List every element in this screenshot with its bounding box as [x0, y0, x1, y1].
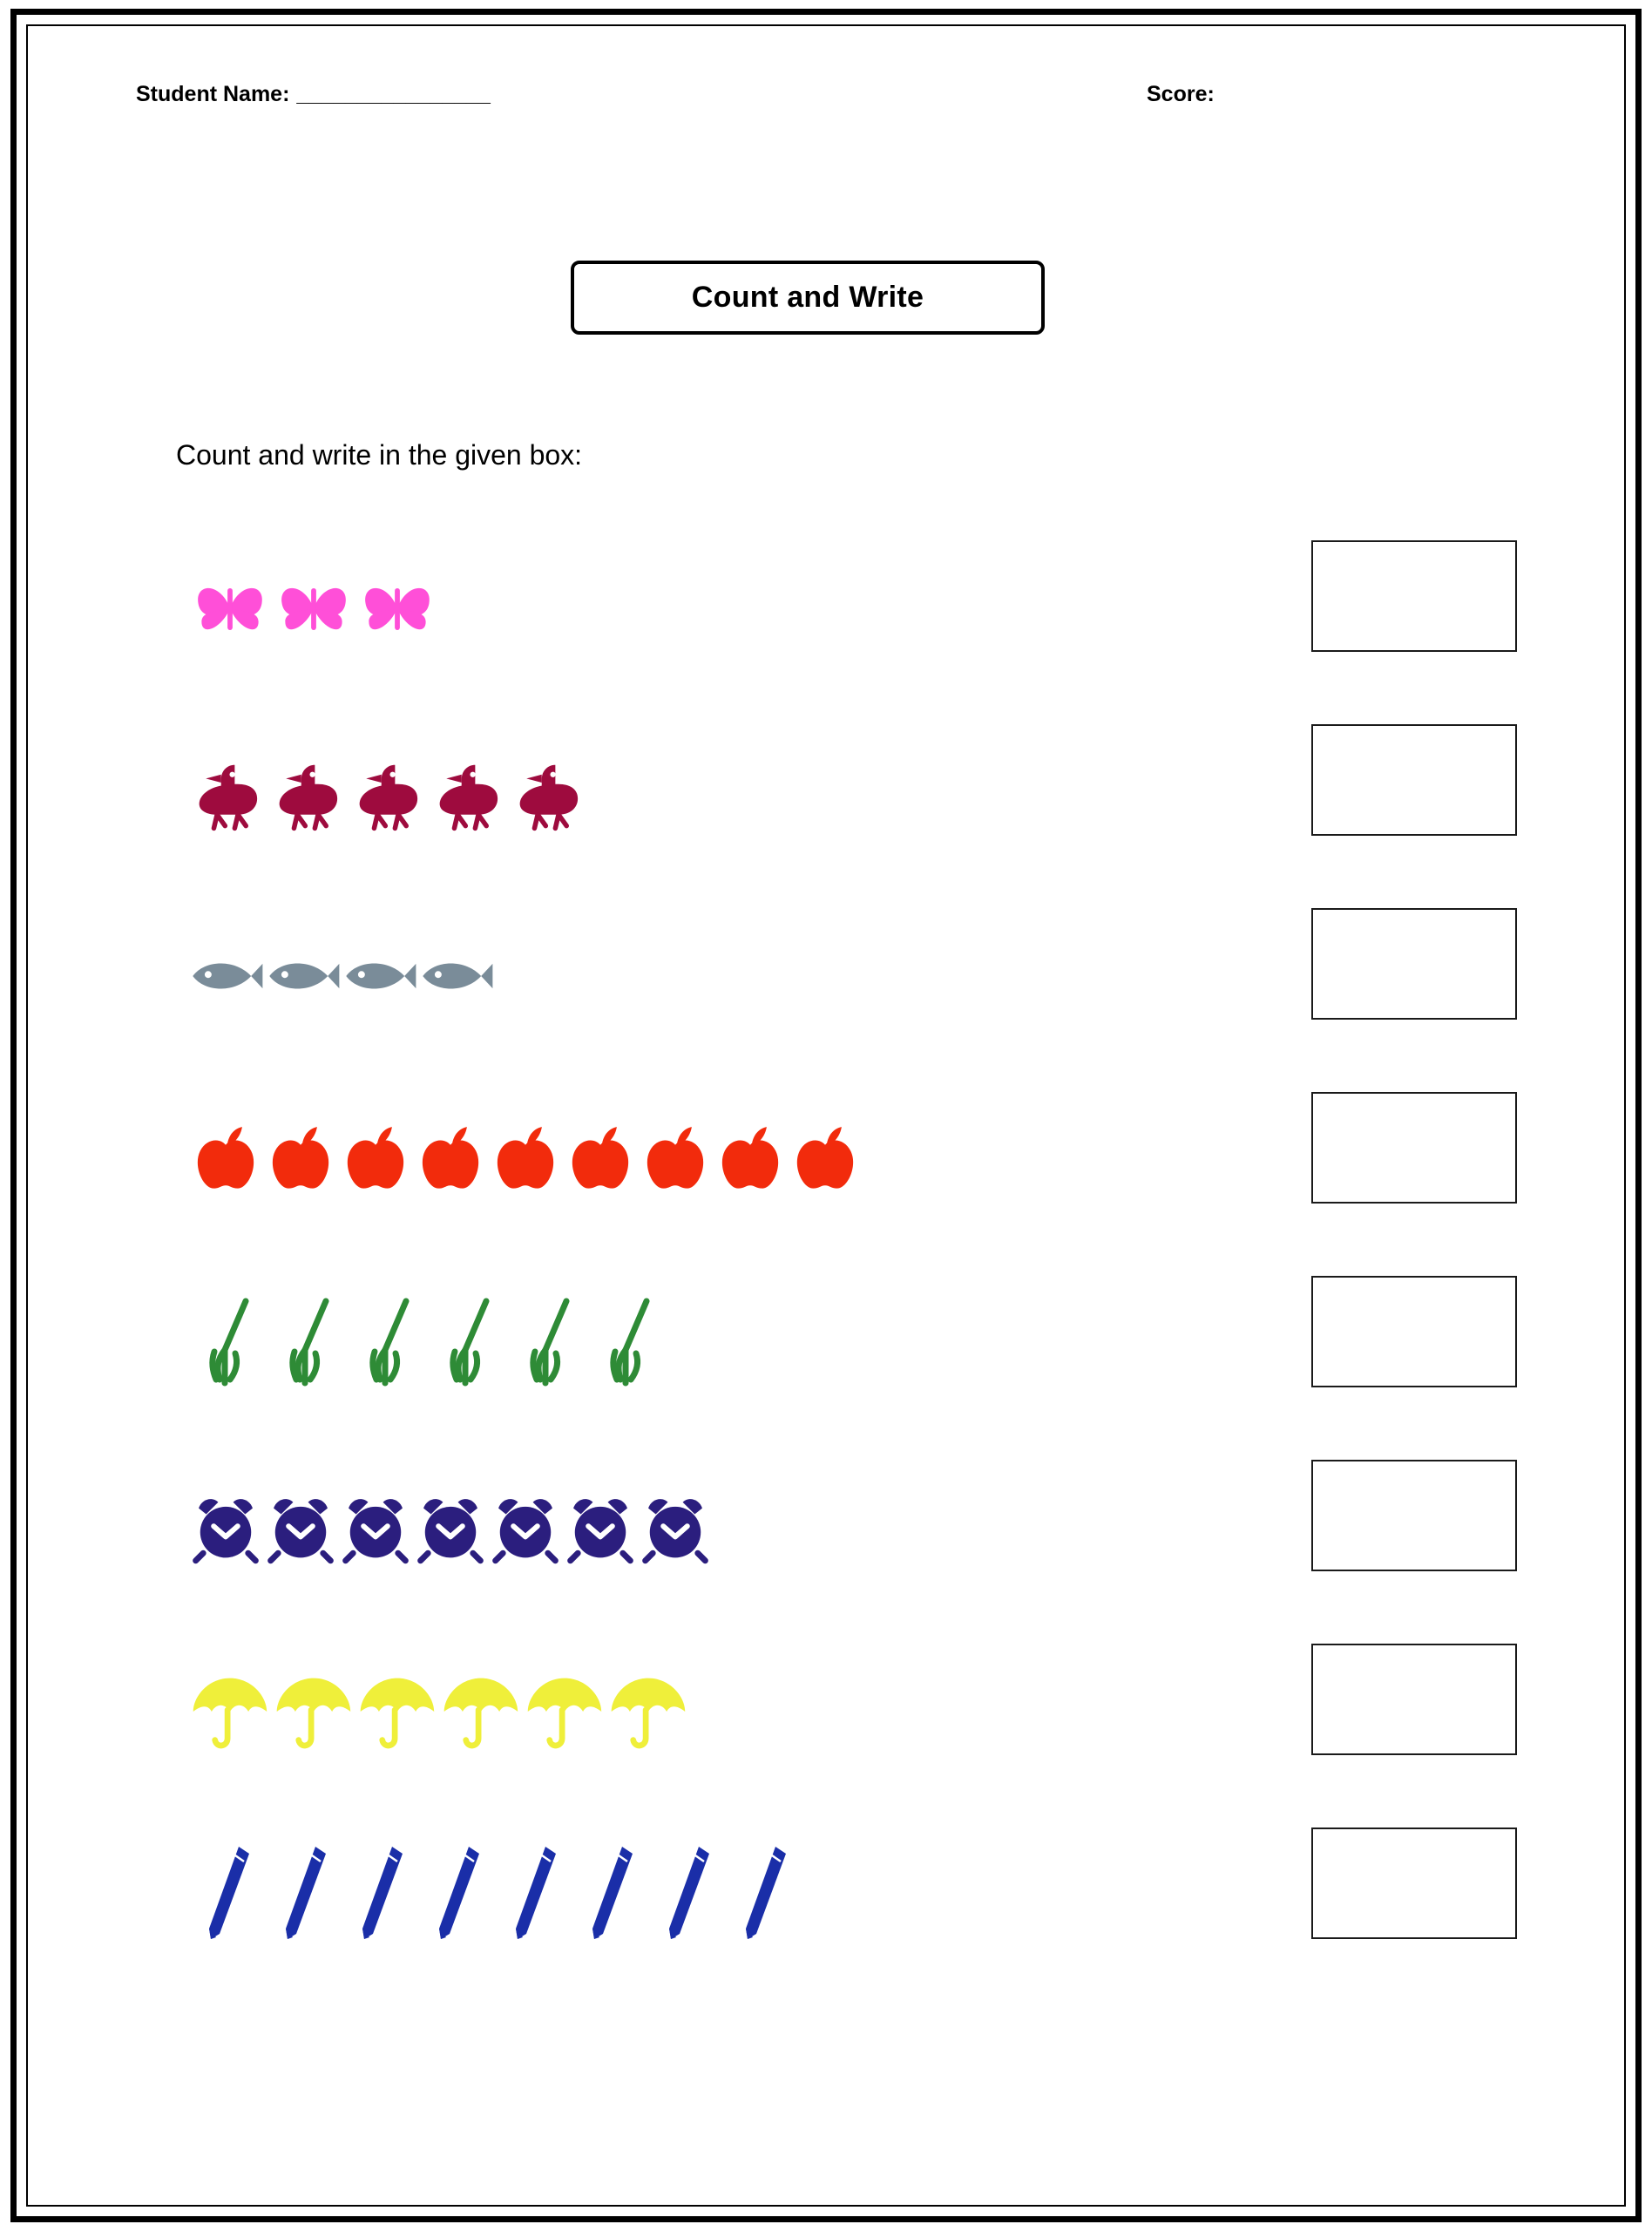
page-title: Count and Write	[691, 281, 924, 314]
icon-group-apple	[188, 1068, 863, 1251]
worksheet-header	[136, 82, 1215, 107]
apple-icon	[413, 1122, 488, 1197]
answer-box[interactable]	[1311, 540, 1517, 652]
pen-icon	[418, 1843, 495, 1948]
icon-group-pen	[188, 1803, 802, 1987]
question-row	[40, 1435, 1612, 1619]
butterfly-icon	[355, 566, 439, 650]
question-row	[40, 1803, 1612, 1987]
answer-box[interactable]	[1311, 1828, 1517, 1939]
apple-icon	[263, 1122, 338, 1197]
icon-group-fork	[188, 1251, 669, 1435]
answer-box[interactable]	[1311, 1276, 1517, 1387]
icon-group-alarm-clock	[188, 1435, 713, 1619]
butterfly-icon	[188, 566, 272, 650]
pen-icon	[342, 1843, 418, 1948]
umbrella-icon	[188, 1668, 272, 1755]
title-box	[571, 261, 1045, 335]
question-row	[40, 1619, 1612, 1803]
pen-icon	[265, 1843, 342, 1948]
fish-icon	[265, 938, 342, 1014]
alarm-clock-icon	[263, 1490, 338, 1565]
alarm-clock-icon	[188, 1490, 263, 1565]
icon-group-duck	[188, 700, 589, 884]
apple-icon	[713, 1122, 788, 1197]
question-row	[40, 516, 1612, 700]
fork-icon	[589, 1296, 669, 1392]
icon-group-umbrella	[188, 1619, 690, 1803]
alarm-clock-icon	[413, 1490, 488, 1565]
instruction-text: Count and write in the given box:	[176, 439, 583, 471]
apple-icon	[788, 1122, 863, 1197]
question-row	[40, 700, 1612, 884]
fish-icon	[342, 938, 418, 1014]
umbrella-icon	[355, 1668, 439, 1755]
answer-box[interactable]	[1311, 1644, 1517, 1755]
umbrella-icon	[272, 1668, 355, 1755]
pen-icon	[648, 1843, 725, 1948]
duck-icon	[188, 752, 268, 832]
pen-icon	[572, 1843, 648, 1948]
duck-icon	[268, 752, 349, 832]
duck-icon	[429, 752, 509, 832]
student-name-label: Student Name:	[136, 82, 290, 106]
fish-icon	[418, 938, 495, 1014]
fork-icon	[188, 1296, 268, 1392]
fork-icon	[429, 1296, 509, 1392]
question-row	[40, 1068, 1612, 1251]
fork-icon	[349, 1296, 429, 1392]
alarm-clock-icon	[638, 1490, 713, 1565]
answer-box[interactable]	[1311, 724, 1517, 836]
student-name-blank[interactable]: ________________	[296, 82, 491, 106]
alarm-clock-icon	[563, 1490, 638, 1565]
fork-icon	[509, 1296, 589, 1392]
duck-icon	[509, 752, 589, 832]
apple-icon	[488, 1122, 563, 1197]
pen-icon	[725, 1843, 802, 1948]
apple-icon	[188, 1122, 263, 1197]
icon-group-fish	[188, 884, 495, 1068]
icon-group-butterfly	[188, 516, 439, 700]
apple-icon	[638, 1122, 713, 1197]
answer-box[interactable]	[1311, 1092, 1517, 1204]
question-row	[40, 884, 1612, 1068]
umbrella-icon	[523, 1668, 606, 1755]
fish-icon	[188, 938, 265, 1014]
apple-icon	[338, 1122, 413, 1197]
butterfly-icon	[272, 566, 355, 650]
score-label: Score:	[1147, 82, 1215, 106]
question-row	[40, 1251, 1612, 1435]
alarm-clock-icon	[338, 1490, 413, 1565]
duck-icon	[349, 752, 429, 832]
question-list	[40, 516, 1612, 1987]
umbrella-icon	[439, 1668, 523, 1755]
answer-box[interactable]	[1311, 908, 1517, 1020]
umbrella-icon	[606, 1668, 690, 1755]
apple-icon	[563, 1122, 638, 1197]
pen-icon	[495, 1843, 572, 1948]
alarm-clock-icon	[488, 1490, 563, 1565]
fork-icon	[268, 1296, 349, 1392]
worksheet-content	[40, 38, 1612, 2193]
answer-box[interactable]	[1311, 1460, 1517, 1571]
pen-icon	[188, 1843, 265, 1948]
